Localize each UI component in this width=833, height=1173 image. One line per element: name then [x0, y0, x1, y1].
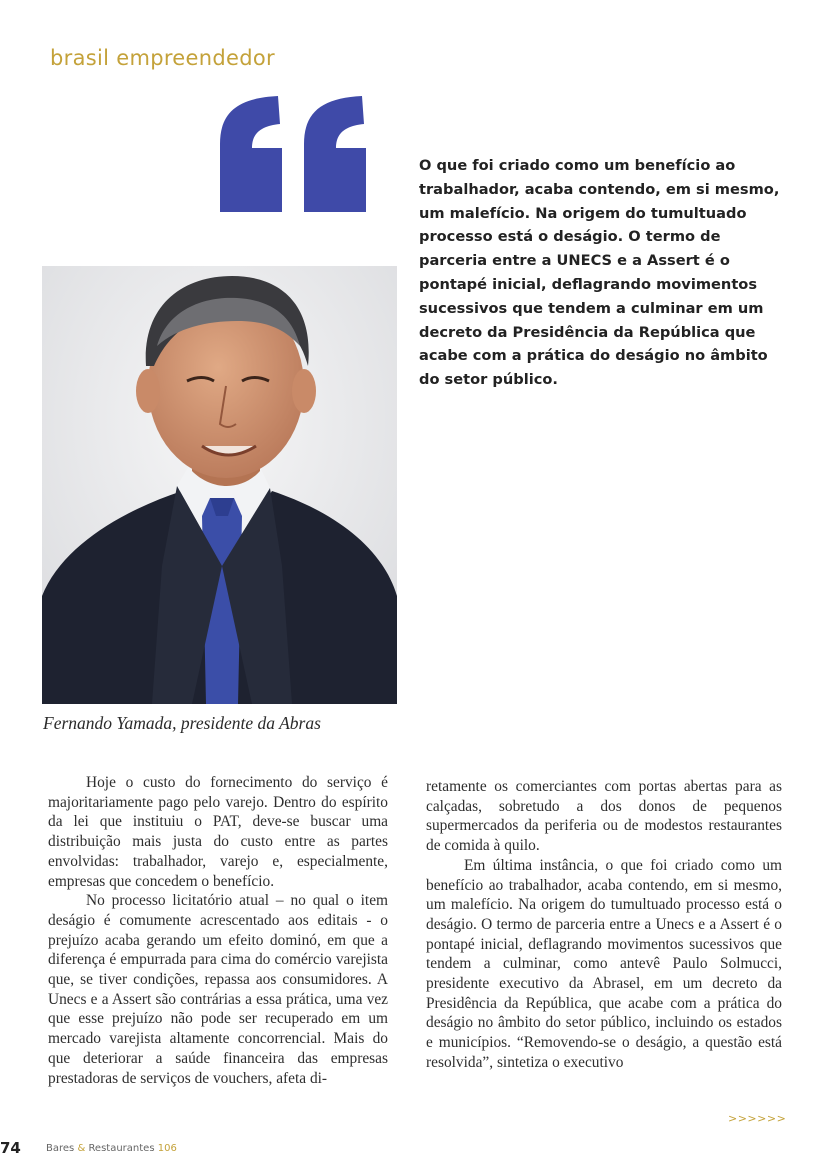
article-paragraph: No processo licitatório atual – no qual o item deságio é comumente acrescentado aos editais - o prejuízo acaba gerando um efeito dominó, em que a diferença é empurrada para cima do comércio varejista que, se tiver condições, repassa aos consumidores. A Unecs e a Assert são contrárias a essa prática, uma vez que esse prejuízo não pode ser recuperado em um mercado varejista altamente concorrencial. Mais do que deteriorar a saúde financeira das empresas prestadoras de serviços de vouchers, afeta di- — [48, 892, 388, 1087]
article-paragraph: Em última instância, o que foi criado como um benefício ao trabalhador, acaba contendo, em si mesmo, um malefício. Na origem do tumultuado processo está o deságio. O termo de parceria entre a Unecs e a Assert é o pontapé inicial, deflagrando movimentos sucessivos que tendem a culminar, como antevê Paulo Solmucci, presidente executivo da Abrasel, em um decreto da Presidência da República, que acabe com a prática do deságio no âmbito do setor público, incluindo os estados e municípios. “Removendo-se o deságio, a questão está resolvida”, sintetiza o executivo — [426, 856, 782, 1071]
article-paragraph: Hoje o custo do fornecimento do serviço é majoritariamente pago pelo varejo. Dentro do espírito da lei que instituiu o PAT, deve-se buscar uma distribuição mais justa do custo entre as partes envolvidas: trabalhador, varejo e, especialmente, empresas que concedem o benefício. — [48, 774, 388, 890]
magazine-ampersand: & — [77, 1143, 86, 1154]
quote-mark-icon — [216, 92, 372, 222]
section-title: brasil empreendedor — [50, 46, 275, 70]
issue-number: 106 — [157, 1143, 177, 1154]
photo-caption: Fernando Yamada, presidente da Abras — [43, 713, 321, 733]
page-number: 74 — [0, 1139, 21, 1157]
magazine-name-part1: Bares — [46, 1143, 75, 1154]
portrait-photo — [42, 266, 397, 704]
pull-quote: O que foi criado como um benefício ao trabalhador, acaba contendo, em si mesmo, um malefício. Na origem do tumultuado processo está o deságio. O termo de parceria entre a UNECS e a Assert é o pontapé inicial, deflagrando movimentos sucessivos que tendem a culminar em um decreto da Presidência da República que acabe com a prática do deságio no âmbito do setor público. — [419, 157, 780, 389]
footer-magazine-name — [46, 1143, 177, 1154]
article-column-left — [48, 773, 388, 1088]
continue-arrows: >>>>>> — [728, 1112, 787, 1125]
article-paragraph-continuation: retamente os comerciantes com portas abertas para as calçadas, sobretudo a dos donos de pequenos supermercados da periferia ou de modestos restaurantes de comida à quilo. — [426, 778, 782, 855]
magazine-name-part2: Restaurantes — [88, 1143, 155, 1154]
article-column-right — [426, 777, 782, 1073]
